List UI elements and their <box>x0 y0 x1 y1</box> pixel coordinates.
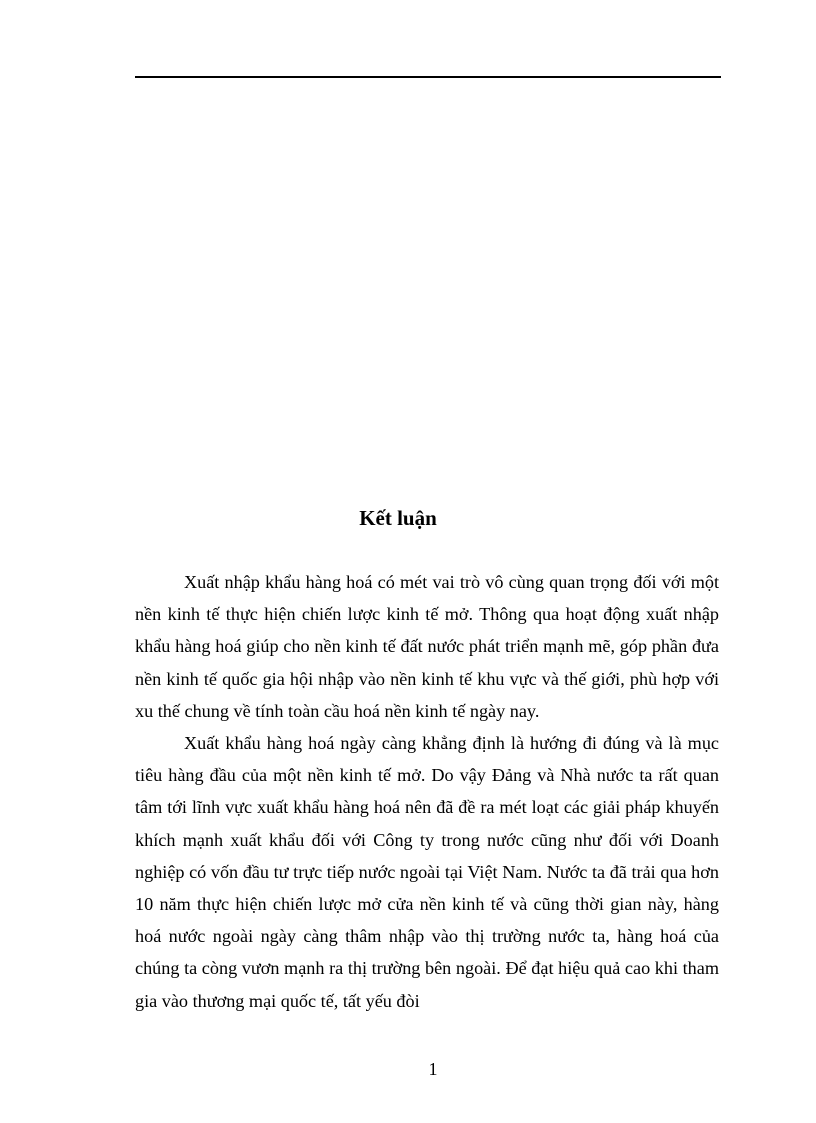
paragraph-1: Xuất nhập khẩu hàng hoá có mét vai trò vô cùng quan trọng đối với một nền kinh tế thực hiện chiến lược kinh tế mở. Thông qua hoạt động xuất nhập khẩu hàng hoá giúp cho nền kinh tế đất nước phát triển mạnh mẽ, góp phần đưa nền kinh tế quốc gia hội nhập vào nền kinh tế khu vực và thế giới, phù hợp với xu thế chung về tính toàn cầu hoá nền kinh tế ngày nay. <box>135 572 719 721</box>
body-text <box>135 566 719 1017</box>
paragraph-2: Xuất khẩu hàng hoá ngày càng khẳng định là hướng đi đúng và là mục tiêu hàng đầu của một nền kinh tế mở. Do vậy Đảng và Nhà nước ta rất quan tâm tới lĩnh vực xuất khẩu hàng hoá nên đã đề ra mét loạt các giải pháp khuyến khích mạnh xuất khẩu đối với Công ty trong nước cũng như đối với Doanh nghiệp có vốn đầu tư trực tiếp nước ngoài tại Việt Nam. Nước ta đã trải qua hơn 10 năm thực hiện chiến lược mở cửa nền kinh tế và cũng thời gian này, hàng hoá nước ngoài ngày càng thâm nhập vào thị trường nước ta, hàng hoá của chúng ta còng vươn mạnh ra thị trường bên ngoài. Để đạt hiệu quả cao khi tham gia vào thương mại quốc tế, tất yếu đòi <box>135 733 719 1011</box>
section-title: Kết luận <box>359 506 437 530</box>
page-number: 1 <box>428 1059 438 1079</box>
header-rule <box>135 76 721 78</box>
